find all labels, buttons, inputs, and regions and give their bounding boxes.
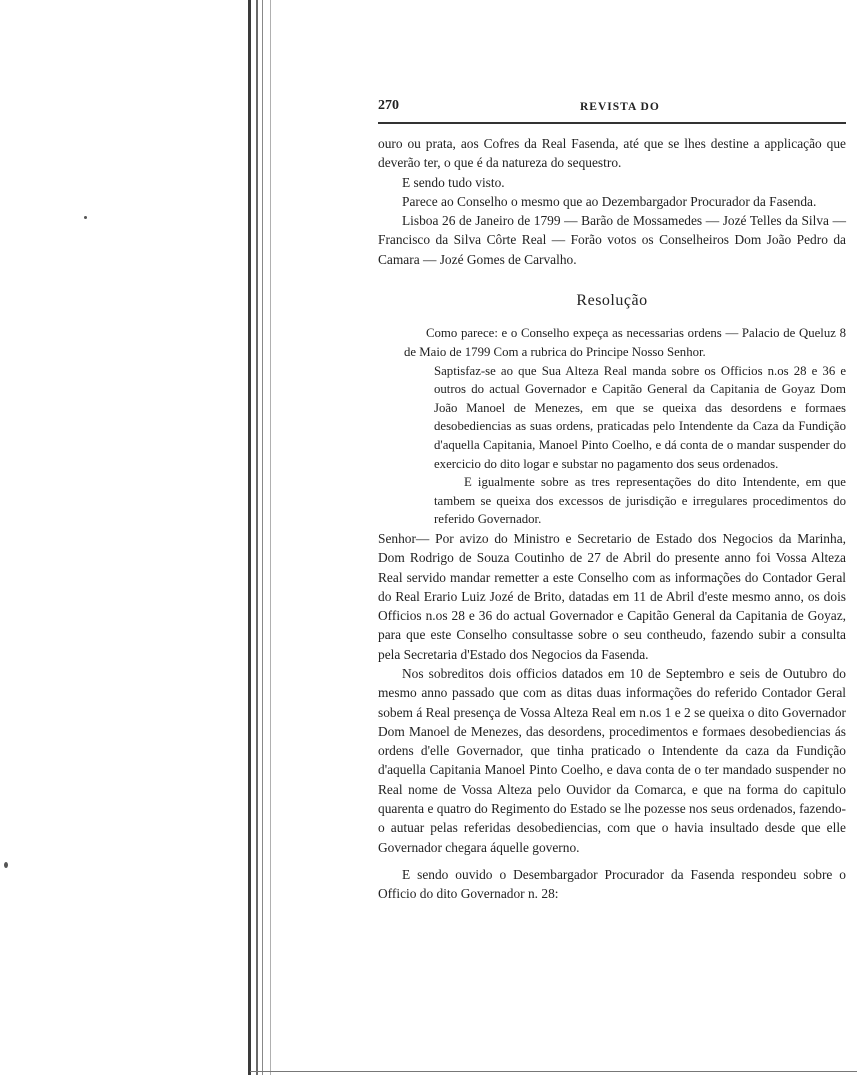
paragraph: E sendo tudo visto. [402, 174, 505, 190]
paragraph: Senhor— Por avizo do Ministro e Secretario de Estado dos Negocios da Marinha, Dom Rodrigo de Souza Coutinho de 27 de Abril do presente anno foi Vossa Alteza Real servido mandar remetter a este Conselho com as informações do Contador Geral do Real Erario Luiz Jozé de Brito, datadas em 11 de Abril d'este mesmo anno, os dois Officios n.os 28 e 36 do actual Governador e Capitão General da Capitania de Goyaz, para que este Conselho consultasse sobre o seu contheudo, fazendo subir a consulta pela Secretaria d'Estado dos Negocios da Fasenda. [378, 530, 846, 662]
spacer [378, 857, 846, 865]
paragraph: E sendo ouvido o Desembargador Procurador da Fasenda respondeu sobre o Officio do dito Governador n. 28: [378, 866, 846, 902]
section-title: Resolução [576, 292, 648, 310]
page-header [378, 96, 846, 118]
resolution-paragraph: Como parece: e o Conselho expeça as necessarias ordens — Palacio de Queluz 8 de Maio de 1799 Com a rubrica do Principe Nosso Senhor. [404, 326, 846, 359]
paragraph: ouro ou prata, aos Cofres da Real Fasenda, até que se lhes destine a applicação que deverão ter, o que é da natureza do sequestro. [378, 136, 846, 171]
header-rule [378, 122, 846, 124]
resolution-block [404, 324, 846, 529]
resolution-paragraph: Saptisfaz-se ao que Sua Alteza Real manda sobre os Officios n.os 28 e 36 e outros do actual Governador e Capitão General da Capitania de Goyaz Dom João Manoel de Menezes, em que se queixa das desordens e formaes desobediencias as suas ordens, praticadas pelo Intendente da Caza da Fundição d'aquella Capitania, Manoel Pinto Coelho, e dá conta de o mandar suspender do exercicio do dito logar e substar no pagamento dos seus ordenados. [434, 363, 846, 471]
paragraph: Lisboa 26 de Janeiro de 1799 — Barão de Mossamedes — Jozé Telles da Silva — Francisco da Silva Côrte Real — Forão votos os Conselheiros Dom João Pedro da Camara — Jozé Gomes de Carvalho. [378, 213, 846, 267]
book-spine [248, 0, 276, 1075]
page-bottom-edge [250, 1071, 857, 1072]
resolution-paragraph: E igualmente sobre as tres representações do dito Intendente, em que tambem se queixa dos excessos de jurisdição e irregulares procedimentos do referido Governador. [434, 475, 846, 527]
paragraph: Parece ao Conselho o mesmo que ao Dezembargador Procurador da Fasenda. [402, 193, 817, 209]
document-page [378, 96, 846, 904]
running-head: REVISTA DO [580, 101, 660, 113]
paragraph: Nos sobreditos dois officios datados em 10 de Septembro e seis de Outubro do mesmo anno passado que com as ditas duas informações do referido Contador Geral sobem á Real presença de Vossa Alteza Real em n.os 1 e 2 se queixa o dito Governador Dom Manoel de Menezes, das desordens, procedimentos e formaes desobediencias ás ordens d'elle Governador, que tinha praticado o Intendente da caza da Fundição d'aquella Capitania Manoel Pinto Coelho, e dava conta de o ter mandado suspender no Real nome de Vossa Alteza pelo Ouvidor da Comarca, e que na forma do capitulo quarenta e quatro do Regimento do Estado se lhe pozesse nos seus ordenados, fazendo-o autuar pelas referidas desobediencias, com que o havia insultado desde que elle Governador chegara áquelle governo. [378, 665, 846, 855]
scan-speck [84, 216, 87, 219]
scan-speck [4, 862, 8, 868]
page-number: 270 [378, 98, 399, 113]
